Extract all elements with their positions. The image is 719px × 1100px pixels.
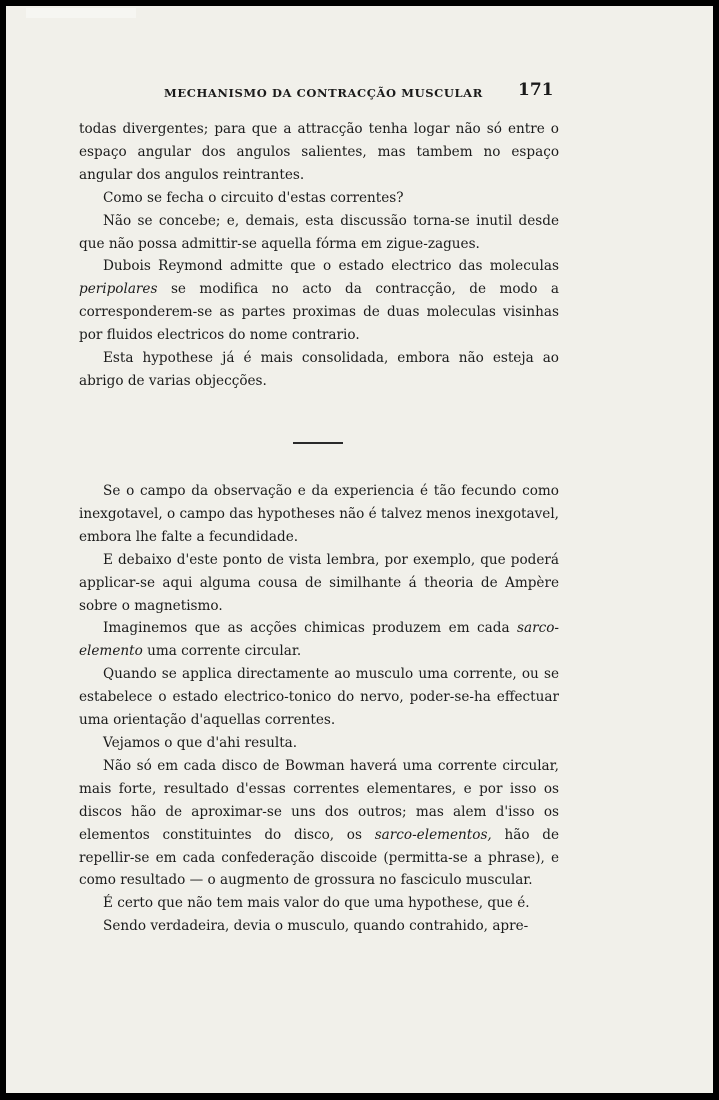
paragraph-text: Dubois Reymond admitte que o estado electrico das moleculas — [103, 258, 559, 275]
paragraph — [79, 549, 559, 618]
paragraph-text: Imaginemos que as acções chimicas produzem em cada — [103, 620, 510, 637]
paragraph-text: Sendo verdadeira, devia o musculo, quando contrahido, apre- — [103, 918, 529, 935]
body-text-bottom — [79, 480, 559, 938]
paragraph — [79, 118, 559, 187]
paragraph — [79, 480, 559, 549]
italic-term: peripolares — [79, 281, 158, 298]
paragraph-text: uma corrente circular. — [147, 643, 302, 660]
italic-term: sarco-elemento — [79, 620, 559, 660]
paragraph-text: todas divergentes; para que a attracção tenha logar não só entre o espaço angular dos angulos salientes, mas tambem no espaço angular dos angulos reintrantes. — [79, 121, 559, 183]
body-text-top — [79, 118, 559, 393]
paragraph-text: Se o campo da observação e da experiencia é tão fecundo como inexgotavel, o campo das hypotheses não é talvez menos inexgotavel, embora lhe falte a fecundidade. — [79, 483, 559, 545]
paragraph — [79, 347, 559, 393]
paragraph — [79, 892, 559, 915]
paragraph — [79, 915, 559, 938]
page-number: 171 — [518, 80, 554, 100]
paragraph-text: Esta hypothese já é mais consolidada, embora não esteja ao abrigo de varias objecções. — [79, 350, 559, 389]
paragraph — [79, 255, 559, 347]
paragraph — [79, 210, 559, 256]
paragraph-text: É certo que não tem mais valor do que uma hypothese, que é. — [103, 895, 530, 912]
paragraph — [79, 663, 559, 732]
paragraph-text: se modifica no acto da contracção, de modo a corresponderem-se as partes proximas de duas moleculas visinhas por fluidos electricos do nome contrario. — [79, 281, 560, 344]
paragraph-text: Vejamos o que d'ahi resulta. — [103, 734, 298, 751]
section-divider — [293, 442, 343, 444]
scan-artifact — [26, 8, 136, 18]
paragraph — [79, 617, 559, 663]
paragraph-text: Como se fecha o circuito d'estas correntes? — [103, 189, 404, 206]
running-title: MECHANISMO DA CONTRACÇÃO MUSCULAR — [164, 86, 483, 100]
paragraph-text: hão de repellir-se em cada confederação discoide (permitta-se a phrase), e como resultado — o augmento de grossura no fasciculo muscular. — [79, 826, 559, 889]
paragraph-text: Quando se applica directamente ao musculo uma corrente, ou se estabelece o estado electrico-tonico do nervo, poder-se-ha effectuar uma orientação d'aquellas correntes. — [79, 666, 559, 729]
paragraph-text: E debaixo d'este ponto de vista lembra, por exemplo, que poderá applicar-se aqui alguma cousa de similhante á theoria de Ampère sobre o magnetismo. — [79, 551, 559, 614]
paragraph-text: Não só em cada disco de Bowman haverá uma corrente circular, mais forte, resultado d'essas correntes elementares, e por isso os discos hão de aproximar-se uns dos outros; mas alem d'isso os elementos constituintes do disco, os — [79, 757, 559, 843]
paragraph-text: Não se concebe; e, demais, esta discussão torna-se inutil desde que não possa admittir-se aquella fórma em zigue-zagues. — [79, 212, 559, 252]
scanned-page — [6, 6, 713, 1093]
paragraph — [79, 732, 559, 755]
paragraph — [79, 755, 559, 892]
page-header — [6, 78, 713, 108]
paragraph — [79, 187, 559, 210]
italic-term: sarco-elementos, — [374, 826, 492, 843]
